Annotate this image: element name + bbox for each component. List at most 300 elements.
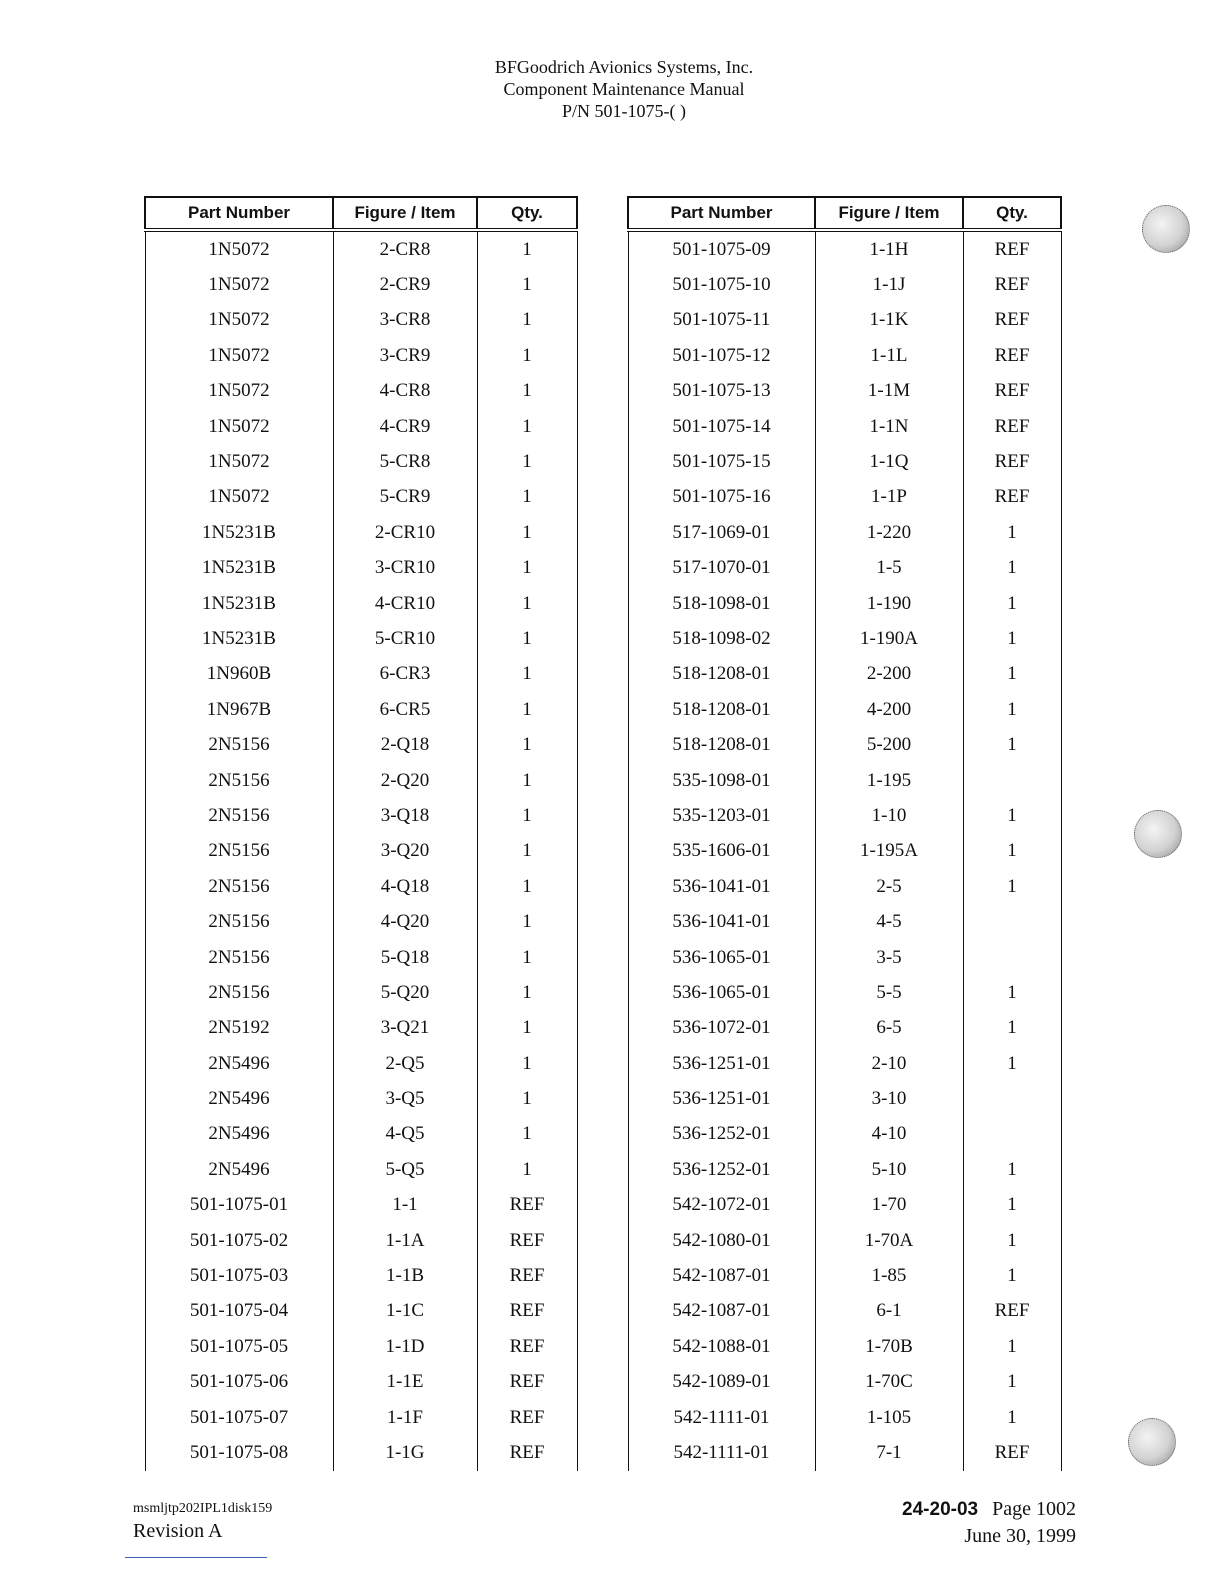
qty-cell: 1 xyxy=(477,834,577,869)
qty-cell: 1 xyxy=(477,338,577,373)
column-header-qty: Qty. xyxy=(477,197,577,230)
part-number-cell: 2N5156 xyxy=(145,904,333,939)
part-number-cell: 536-1065-01 xyxy=(628,940,815,975)
table-row xyxy=(145,267,577,302)
qty-cell: REF xyxy=(963,303,1061,338)
qty-cell: 1 xyxy=(963,657,1061,692)
table-row xyxy=(628,1365,1061,1400)
part-number-cell: 518-1098-01 xyxy=(628,586,815,621)
figure-item-cell: 3-CR8 xyxy=(333,303,477,338)
table-row xyxy=(628,444,1061,479)
part-number-cell: 501-1075-14 xyxy=(628,409,815,444)
qty-cell: REF xyxy=(963,374,1061,409)
table-row xyxy=(628,904,1061,939)
table-row xyxy=(628,763,1061,798)
figure-item-cell: 1-70A xyxy=(815,1223,963,1258)
company-name: BFGoodrich Avionics Systems, Inc. xyxy=(494,57,754,77)
table-row xyxy=(145,621,577,656)
page-number: Page 1002 xyxy=(992,1498,1076,1520)
part-number-cell: 1N5231B xyxy=(145,621,333,656)
qty-cell: 1 xyxy=(477,303,577,338)
figure-item-cell: 1-195 xyxy=(815,763,963,798)
table-row xyxy=(145,798,577,833)
figure-item-cell: 2-CR8 xyxy=(333,230,477,267)
figure-item-cell: 2-Q20 xyxy=(333,763,477,798)
qty-cell xyxy=(963,904,1061,939)
figure-item-cell: 1-105 xyxy=(815,1400,963,1435)
document-header xyxy=(0,56,1224,122)
qty-cell: REF xyxy=(477,1294,577,1329)
qty-cell: REF xyxy=(963,1294,1061,1329)
qty-cell: 1 xyxy=(477,763,577,798)
figure-item-cell: 2-CR10 xyxy=(333,515,477,550)
part-number-cell: 2N5192 xyxy=(145,1011,333,1046)
qty-cell xyxy=(963,1081,1061,1116)
table-row xyxy=(145,1011,577,1046)
figure-item-cell: 3-5 xyxy=(815,940,963,975)
table-row xyxy=(145,586,577,621)
part-number-cell: 501-1075-12 xyxy=(628,338,815,373)
qty-cell: 1 xyxy=(477,409,577,444)
table-row xyxy=(145,303,577,338)
table-row xyxy=(145,692,577,727)
part-number-cell: 518-1208-01 xyxy=(628,657,815,692)
qty-cell: 1 xyxy=(477,444,577,479)
table-row xyxy=(145,1400,577,1435)
figure-item-cell: 1-1Q xyxy=(815,444,963,479)
part-number-cell: 542-1087-01 xyxy=(628,1294,815,1329)
figure-item-cell: 1-220 xyxy=(815,515,963,550)
table-row xyxy=(145,1081,577,1116)
table-header-row xyxy=(145,197,577,230)
qty-cell: 1 xyxy=(477,869,577,904)
part-number-cell: 501-1075-05 xyxy=(145,1329,333,1364)
qty-cell: 1 xyxy=(477,1081,577,1116)
table-row xyxy=(628,338,1061,373)
figure-item-cell: 5-200 xyxy=(815,727,963,762)
figure-item-cell: 6-1 xyxy=(815,1294,963,1329)
footer-left xyxy=(133,1500,272,1540)
table-row xyxy=(628,1011,1061,1046)
table-row xyxy=(628,692,1061,727)
figure-item-cell: 1-190 xyxy=(815,586,963,621)
table-row xyxy=(145,374,577,409)
part-number-cell: 536-1072-01 xyxy=(628,1011,815,1046)
figure-item-cell: 4-CR8 xyxy=(333,374,477,409)
table-row xyxy=(628,834,1061,869)
qty-cell: 1 xyxy=(963,727,1061,762)
qty-cell: 1 xyxy=(963,1188,1061,1223)
part-number-cell: 501-1075-02 xyxy=(145,1223,333,1258)
qty-cell: 1 xyxy=(963,586,1061,621)
qty-cell: REF xyxy=(963,338,1061,373)
table-row xyxy=(145,409,577,444)
figure-item-cell: 1-1 xyxy=(333,1188,477,1223)
table-row xyxy=(628,1435,1061,1470)
part-number-cell: 542-1088-01 xyxy=(628,1329,815,1364)
figure-item-cell: 3-Q18 xyxy=(333,798,477,833)
part-number-cell: 501-1075-07 xyxy=(145,1400,333,1435)
figure-item-cell: 2-Q18 xyxy=(333,727,477,762)
part-number-cell: 1N5072 xyxy=(145,444,333,479)
binder-hole-bottom xyxy=(1128,1418,1176,1466)
section-code: 24-20-03 xyxy=(902,1499,979,1520)
table-row xyxy=(628,1400,1061,1435)
part-number-cell: 536-1041-01 xyxy=(628,869,815,904)
table-row xyxy=(628,230,1061,267)
qty-cell xyxy=(963,940,1061,975)
table-row xyxy=(145,657,577,692)
table-row xyxy=(145,480,577,515)
table-row xyxy=(145,1188,577,1223)
table-row xyxy=(628,551,1061,586)
figure-item-cell: 1-1H xyxy=(815,230,963,267)
qty-cell xyxy=(963,1117,1061,1152)
table-row xyxy=(145,763,577,798)
figure-item-cell: 1-1K xyxy=(815,303,963,338)
part-number-cell: 536-1041-01 xyxy=(628,904,815,939)
figure-item-cell: 1-1A xyxy=(333,1223,477,1258)
table-row xyxy=(628,1294,1061,1329)
part-number-cell: 1N5231B xyxy=(145,586,333,621)
qty-cell: REF xyxy=(963,1435,1061,1470)
qty-cell: 1 xyxy=(963,621,1061,656)
figure-item-cell: 2-10 xyxy=(815,1046,963,1081)
part-number-cell: 517-1070-01 xyxy=(628,551,815,586)
qty-cell: 1 xyxy=(477,657,577,692)
part-number-cell: 2N5496 xyxy=(145,1081,333,1116)
table-row xyxy=(145,1258,577,1293)
file-id: msmljtp202IPL1disk159 xyxy=(133,1501,273,1516)
footer-right xyxy=(850,1496,1076,1549)
figure-item-cell: 7-1 xyxy=(815,1435,963,1470)
table-row xyxy=(145,1152,577,1187)
part-number-cell: 2N5496 xyxy=(145,1046,333,1081)
table-row xyxy=(628,303,1061,338)
figure-item-cell: 4-200 xyxy=(815,692,963,727)
part-number-cell: 2N5156 xyxy=(145,975,333,1010)
part-number-cell: 501-1075-11 xyxy=(628,303,815,338)
qty-cell: 1 xyxy=(477,727,577,762)
part-number-cell: 2N5156 xyxy=(145,834,333,869)
part-number-cell: 536-1252-01 xyxy=(628,1117,815,1152)
figure-item-cell: 1-70B xyxy=(815,1329,963,1364)
table-row xyxy=(145,1435,577,1470)
table-row xyxy=(145,904,577,939)
figure-item-cell: 6-CR3 xyxy=(333,657,477,692)
qty-cell: 1 xyxy=(963,1046,1061,1081)
part-number-cell: 518-1208-01 xyxy=(628,727,815,762)
table-row xyxy=(145,1046,577,1081)
part-number-cell: 542-1111-01 xyxy=(628,1400,815,1435)
part-number-cell: 501-1075-16 xyxy=(628,480,815,515)
figure-item-cell: 1-1B xyxy=(333,1258,477,1293)
part-number-cell: 501-1075-06 xyxy=(145,1365,333,1400)
column-header-figure-item: Figure / Item xyxy=(815,197,963,230)
figure-item-cell: 1-85 xyxy=(815,1258,963,1293)
part-number-cell: 542-1111-01 xyxy=(628,1435,815,1470)
qty-cell: 1 xyxy=(477,551,577,586)
qty-cell: 1 xyxy=(963,1329,1061,1364)
figure-item-cell: 3-10 xyxy=(815,1081,963,1116)
qty-cell: 1 xyxy=(477,1117,577,1152)
table-row xyxy=(628,1223,1061,1258)
qty-cell: 1 xyxy=(477,692,577,727)
table-row xyxy=(145,551,577,586)
figure-item-cell: 2-CR9 xyxy=(333,267,477,302)
column-header-figure-item: Figure / Item xyxy=(333,197,477,230)
figure-item-cell: 4-CR9 xyxy=(333,409,477,444)
manual-title: Component Maintenance Manual xyxy=(503,79,745,99)
part-number-cell: 1N5072 xyxy=(145,338,333,373)
table-row xyxy=(628,409,1061,444)
qty-cell: 1 xyxy=(477,1152,577,1187)
parts-table-right xyxy=(627,196,1062,1471)
table-row xyxy=(145,515,577,550)
figure-item-cell: 2-Q5 xyxy=(333,1046,477,1081)
part-number-cell: 1N5072 xyxy=(145,409,333,444)
figure-item-cell: 6-5 xyxy=(815,1011,963,1046)
figure-item-cell: 5-5 xyxy=(815,975,963,1010)
qty-cell: REF xyxy=(477,1435,577,1470)
figure-item-cell: 1-190A xyxy=(815,621,963,656)
qty-cell: REF xyxy=(963,230,1061,267)
qty-cell: 1 xyxy=(963,975,1061,1010)
part-number-cell: 542-1087-01 xyxy=(628,1258,815,1293)
table-row xyxy=(145,975,577,1010)
table-row xyxy=(628,586,1061,621)
table-row xyxy=(145,338,577,373)
qty-cell: 1 xyxy=(963,692,1061,727)
qty-cell: REF xyxy=(963,409,1061,444)
part-number-cell: 501-1075-15 xyxy=(628,444,815,479)
qty-cell: 1 xyxy=(963,551,1061,586)
table-row xyxy=(628,975,1061,1010)
figure-item-cell: 4-CR10 xyxy=(333,586,477,621)
qty-cell: REF xyxy=(477,1258,577,1293)
revision-label: Revision A xyxy=(133,1520,223,1542)
figure-item-cell: 5-CR10 xyxy=(333,621,477,656)
figure-item-cell: 1-1G xyxy=(333,1435,477,1470)
table-row xyxy=(628,621,1061,656)
figure-item-cell: 1-1F xyxy=(333,1400,477,1435)
table-row xyxy=(145,230,577,267)
part-number-cell: 1N5072 xyxy=(145,267,333,302)
part-number-cell: 1N5072 xyxy=(145,303,333,338)
qty-cell: 1 xyxy=(477,798,577,833)
part-number-cell: 2N5156 xyxy=(145,798,333,833)
qty-cell: 1 xyxy=(477,975,577,1010)
qty-cell: 1 xyxy=(963,1223,1061,1258)
revision-date: June 30, 1999 xyxy=(964,1525,1076,1547)
figure-item-cell: 1-195A xyxy=(815,834,963,869)
part-number-cell: 536-1065-01 xyxy=(628,975,815,1010)
figure-item-cell: 4-Q20 xyxy=(333,904,477,939)
qty-cell: REF xyxy=(477,1329,577,1364)
qty-cell: 1 xyxy=(477,515,577,550)
qty-cell: REF xyxy=(963,480,1061,515)
qty-cell: REF xyxy=(963,267,1061,302)
figure-item-cell: 1-1E xyxy=(333,1365,477,1400)
table-row xyxy=(628,940,1061,975)
column-header-qty: Qty. xyxy=(963,197,1061,230)
qty-cell: 1 xyxy=(477,940,577,975)
qty-cell: 1 xyxy=(477,586,577,621)
qty-cell: REF xyxy=(477,1365,577,1400)
figure-item-cell: 5-Q5 xyxy=(333,1152,477,1187)
column-header-part-number: Part Number xyxy=(145,197,333,230)
figure-item-cell: 3-Q20 xyxy=(333,834,477,869)
figure-item-cell: 1-1P xyxy=(815,480,963,515)
part-number-cell: 2N5496 xyxy=(145,1117,333,1152)
table-row xyxy=(628,1081,1061,1116)
qty-cell: REF xyxy=(963,444,1061,479)
part-number-cell: 501-1075-09 xyxy=(628,230,815,267)
parts-table-left xyxy=(144,196,578,1471)
part-number-cell: 1N960B xyxy=(145,657,333,692)
figure-item-cell: 1-1L xyxy=(815,338,963,373)
part-number-title: P/N 501-1075-( ) xyxy=(562,101,686,121)
table-row xyxy=(145,1365,577,1400)
figure-item-cell: 1-1J xyxy=(815,267,963,302)
figure-item-cell: 1-1C xyxy=(333,1294,477,1329)
figure-item-cell: 2-200 xyxy=(815,657,963,692)
table-row xyxy=(628,727,1061,762)
part-number-cell: 536-1251-01 xyxy=(628,1046,815,1081)
figure-item-cell: 4-5 xyxy=(815,904,963,939)
qty-cell: 1 xyxy=(963,798,1061,833)
part-number-cell: 518-1098-02 xyxy=(628,621,815,656)
table-row xyxy=(628,1046,1061,1081)
figure-item-cell: 3-CR10 xyxy=(333,551,477,586)
table-row xyxy=(628,798,1061,833)
qty-cell: 1 xyxy=(477,621,577,656)
part-number-cell: 518-1208-01 xyxy=(628,692,815,727)
qty-cell: 1 xyxy=(963,834,1061,869)
part-number-cell: 501-1075-10 xyxy=(628,267,815,302)
part-number-cell: 1N5231B xyxy=(145,551,333,586)
figure-item-cell: 3-Q5 xyxy=(333,1081,477,1116)
part-number-cell: 1N5072 xyxy=(145,374,333,409)
figure-item-cell: 4-Q5 xyxy=(333,1117,477,1152)
part-number-cell: 1N967B xyxy=(145,692,333,727)
part-number-cell: 542-1080-01 xyxy=(628,1223,815,1258)
table-row xyxy=(628,869,1061,904)
qty-cell: 1 xyxy=(963,515,1061,550)
part-number-cell: 501-1075-04 xyxy=(145,1294,333,1329)
figure-item-cell: 1-1D xyxy=(333,1329,477,1364)
table-row xyxy=(145,444,577,479)
part-number-cell: 501-1075-01 xyxy=(145,1188,333,1223)
part-number-cell: 501-1075-08 xyxy=(145,1435,333,1470)
table-row xyxy=(145,1294,577,1329)
table-row xyxy=(628,657,1061,692)
part-number-cell: 501-1075-13 xyxy=(628,374,815,409)
part-number-cell: 542-1089-01 xyxy=(628,1365,815,1400)
qty-cell: REF xyxy=(477,1400,577,1435)
table-header-row xyxy=(628,197,1061,230)
figure-item-cell: 1-70 xyxy=(815,1188,963,1223)
table-row xyxy=(628,267,1061,302)
table-row xyxy=(145,1117,577,1152)
qty-cell: 1 xyxy=(477,374,577,409)
qty-cell xyxy=(963,763,1061,798)
part-number-cell: 535-1203-01 xyxy=(628,798,815,833)
table-row xyxy=(628,480,1061,515)
table-row xyxy=(145,869,577,904)
qty-cell: 1 xyxy=(477,230,577,267)
table-row xyxy=(628,1258,1061,1293)
figure-item-cell: 5-CR9 xyxy=(333,480,477,515)
part-number-cell: 535-1606-01 xyxy=(628,834,815,869)
table-row xyxy=(145,834,577,869)
part-number-cell: 2N5156 xyxy=(145,763,333,798)
figure-item-cell: 2-5 xyxy=(815,869,963,904)
part-number-cell: 542-1072-01 xyxy=(628,1188,815,1223)
qty-cell: REF xyxy=(477,1223,577,1258)
figure-item-cell: 1-1M xyxy=(815,374,963,409)
table-row xyxy=(628,1152,1061,1187)
footer-underline xyxy=(125,1557,267,1558)
part-number-cell: 2N5156 xyxy=(145,940,333,975)
qty-cell: 1 xyxy=(963,1400,1061,1435)
qty-cell: 1 xyxy=(963,869,1061,904)
table-row xyxy=(145,1329,577,1364)
part-number-cell: 517-1069-01 xyxy=(628,515,815,550)
figure-item-cell: 1-5 xyxy=(815,551,963,586)
figure-item-cell: 1-1N xyxy=(815,409,963,444)
part-number-cell: 1N5072 xyxy=(145,480,333,515)
column-header-part-number: Part Number xyxy=(628,197,815,230)
figure-item-cell: 1-10 xyxy=(815,798,963,833)
qty-cell: 1 xyxy=(477,904,577,939)
part-number-cell: 1N5072 xyxy=(145,230,333,267)
figure-item-cell: 4-Q18 xyxy=(333,869,477,904)
figure-item-cell: 5-CR8 xyxy=(333,444,477,479)
table-row xyxy=(145,940,577,975)
table-row xyxy=(145,1223,577,1258)
part-number-cell: 2N5156 xyxy=(145,727,333,762)
qty-cell: 1 xyxy=(963,1258,1061,1293)
qty-cell: 1 xyxy=(963,1011,1061,1046)
qty-cell: 1 xyxy=(477,267,577,302)
figure-item-cell: 1-70C xyxy=(815,1365,963,1400)
figure-item-cell: 3-CR9 xyxy=(333,338,477,373)
figure-item-cell: 5-Q18 xyxy=(333,940,477,975)
qty-cell: 1 xyxy=(477,480,577,515)
binder-hole-middle xyxy=(1134,810,1182,858)
figure-item-cell: 4-10 xyxy=(815,1117,963,1152)
table-row xyxy=(628,1329,1061,1364)
qty-cell: 1 xyxy=(963,1365,1061,1400)
qty-cell: REF xyxy=(477,1188,577,1223)
part-number-cell: 536-1252-01 xyxy=(628,1152,815,1187)
part-number-cell: 2N5496 xyxy=(145,1152,333,1187)
part-number-cell: 2N5156 xyxy=(145,869,333,904)
qty-cell: 1 xyxy=(477,1011,577,1046)
part-number-cell: 536-1251-01 xyxy=(628,1081,815,1116)
figure-item-cell: 3-Q21 xyxy=(333,1011,477,1046)
table-row xyxy=(628,1117,1061,1152)
part-number-cell: 535-1098-01 xyxy=(628,763,815,798)
part-number-cell: 1N5231B xyxy=(145,515,333,550)
qty-cell: 1 xyxy=(963,1152,1061,1187)
table-row xyxy=(628,515,1061,550)
figure-item-cell: 5-10 xyxy=(815,1152,963,1187)
table-row xyxy=(145,727,577,762)
part-number-cell: 501-1075-03 xyxy=(145,1258,333,1293)
figure-item-cell: 5-Q20 xyxy=(333,975,477,1010)
